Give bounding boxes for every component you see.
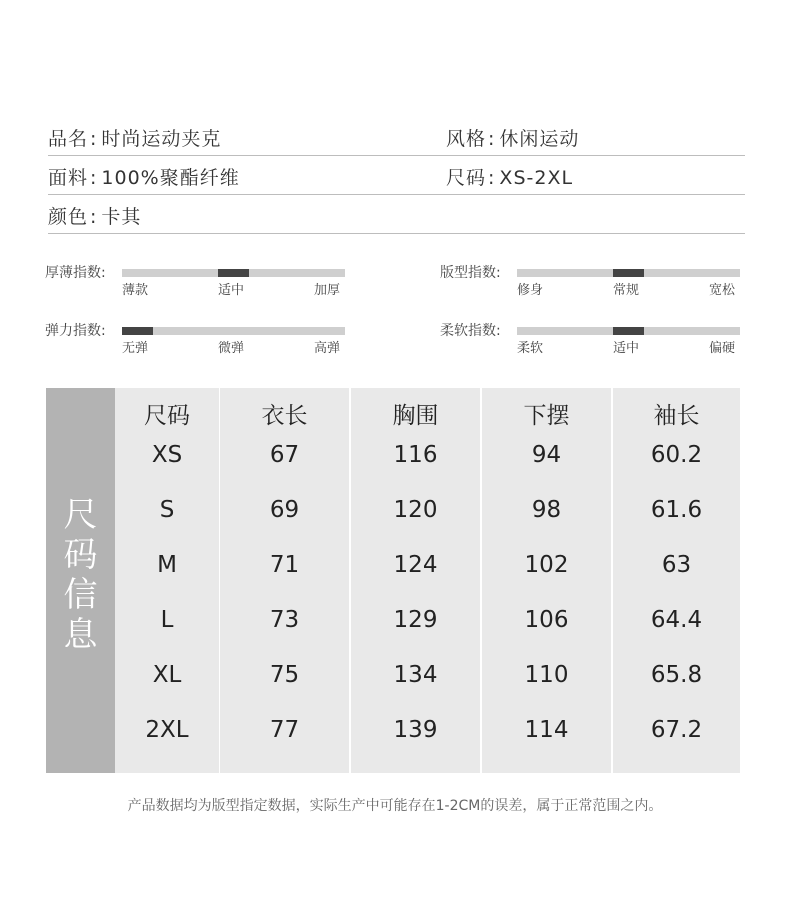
info-left-label: 品名 <box>48 128 89 150</box>
size-table-column <box>115 388 219 773</box>
index-label: 厚薄指数: <box>45 265 106 281</box>
index-scale <box>45 320 345 360</box>
size-table-side-char: 信 <box>63 575 98 615</box>
index-track <box>122 327 345 335</box>
size-table-side-char: 尺 <box>63 495 98 535</box>
index-track <box>122 269 345 277</box>
size-table-cell: 116 <box>393 442 438 468</box>
size-table-cell: 120 <box>393 497 438 523</box>
index-tick: 柔软 <box>517 341 544 356</box>
size-table-header: 胸围 <box>392 403 439 429</box>
size-table-cell: 124 <box>393 552 438 578</box>
size-table-header: 衣长 <box>261 403 308 429</box>
size-table-cell: 63 <box>661 552 692 578</box>
size-table-cell: 61.6 <box>650 497 703 523</box>
info-right-value: 休闲运动 <box>499 128 580 150</box>
size-table-cell: S <box>159 497 175 523</box>
index-tick: 适中 <box>218 283 245 298</box>
size-table-cell: 98 <box>531 497 562 523</box>
info-left <box>48 124 221 151</box>
size-table-cell: 94 <box>531 442 562 468</box>
size-table-cell: M <box>157 552 177 578</box>
size-table-cell: 77 <box>269 717 300 743</box>
size-table-cell: 2XL <box>145 717 189 743</box>
size-table-cell: 60.2 <box>650 442 703 468</box>
index-tick: 适中 <box>613 341 640 356</box>
size-table-column <box>482 388 611 773</box>
index-tick: 偏硬 <box>709 341 736 356</box>
size-table-header: 袖长 <box>653 403 700 429</box>
size-table-cell: 67 <box>269 442 300 468</box>
size-table-cell: 114 <box>524 717 569 743</box>
info-colon: : <box>90 206 98 228</box>
index-scale <box>440 320 740 360</box>
info-left-value: 时尚运动夹克 <box>101 128 222 150</box>
info-colon: : <box>488 167 496 189</box>
index-tick: 无弹 <box>122 341 149 356</box>
info-right-label: 风格 <box>446 128 487 150</box>
size-table-cell: 129 <box>393 607 438 633</box>
info-right <box>446 124 579 151</box>
index-marker <box>122 327 153 335</box>
index-label: 柔软指数: <box>440 323 501 339</box>
info-colon: : <box>90 128 98 150</box>
index-scale <box>45 262 345 302</box>
size-table-header: 下摆 <box>523 403 570 429</box>
index-tick: 高弹 <box>314 341 341 356</box>
size-table-cell: 134 <box>393 662 438 688</box>
info-left <box>48 163 240 190</box>
index-scale <box>440 262 740 302</box>
info-left <box>48 202 141 229</box>
size-table-cell: L <box>160 607 174 633</box>
size-table-cell: 73 <box>269 607 300 633</box>
info-right-label: 尺码 <box>446 167 487 189</box>
size-table-cell: 102 <box>524 552 569 578</box>
size-table-cell: 69 <box>269 497 300 523</box>
info-right <box>446 163 573 190</box>
size-table-side-char: 码 <box>63 535 98 575</box>
index-tick: 薄款 <box>122 283 149 298</box>
size-table-cell: XL <box>152 662 182 688</box>
info-left-value: 100%聚酯纤维 <box>101 167 240 189</box>
info-left-label: 颜色 <box>48 206 89 228</box>
info-left-label: 面料 <box>48 167 89 189</box>
info-row <box>48 195 745 234</box>
index-label: 弹力指数: <box>45 323 106 339</box>
size-table-column <box>613 388 740 773</box>
index-tick: 修身 <box>517 283 544 298</box>
size-table-header: 尺码 <box>144 403 190 429</box>
index-label: 版型指数: <box>440 265 501 281</box>
size-table-cell: 110 <box>524 662 569 688</box>
info-left-value: 卡其 <box>101 206 142 228</box>
info-colon: : <box>488 128 496 150</box>
size-table-cell: 65.8 <box>650 662 703 688</box>
size-table-column <box>351 388 480 773</box>
info-colon: : <box>90 167 98 189</box>
index-tick: 加厚 <box>314 283 341 298</box>
size-table-cell: 71 <box>269 552 300 578</box>
size-table-cell: 75 <box>269 662 300 688</box>
measurement-note: 产品数据均为版型指定数据，实际生产中可能存在1-2CM的误差，属于正常范围之内。 <box>127 798 663 814</box>
index-marker <box>218 269 249 277</box>
index-track <box>517 269 740 277</box>
size-table-column <box>220 388 349 773</box>
size-table-cell: 64.4 <box>650 607 703 633</box>
index-track <box>517 327 740 335</box>
size-table-side-title <box>46 388 115 773</box>
index-tick: 宽松 <box>709 283 736 298</box>
index-marker <box>613 269 644 277</box>
size-table <box>46 388 740 773</box>
info-row <box>48 117 745 156</box>
info-right-value: XS-2XL <box>499 167 574 189</box>
size-table-cell: XS <box>151 442 183 468</box>
info-row <box>48 156 745 195</box>
index-tick: 微弹 <box>218 341 245 356</box>
size-table-cell: 106 <box>524 607 569 633</box>
size-table-cell: 67.2 <box>650 717 703 743</box>
index-marker <box>613 327 644 335</box>
index-tick: 常规 <box>613 283 640 298</box>
size-table-side-char: 息 <box>63 615 98 655</box>
size-table-cell: 139 <box>393 717 438 743</box>
